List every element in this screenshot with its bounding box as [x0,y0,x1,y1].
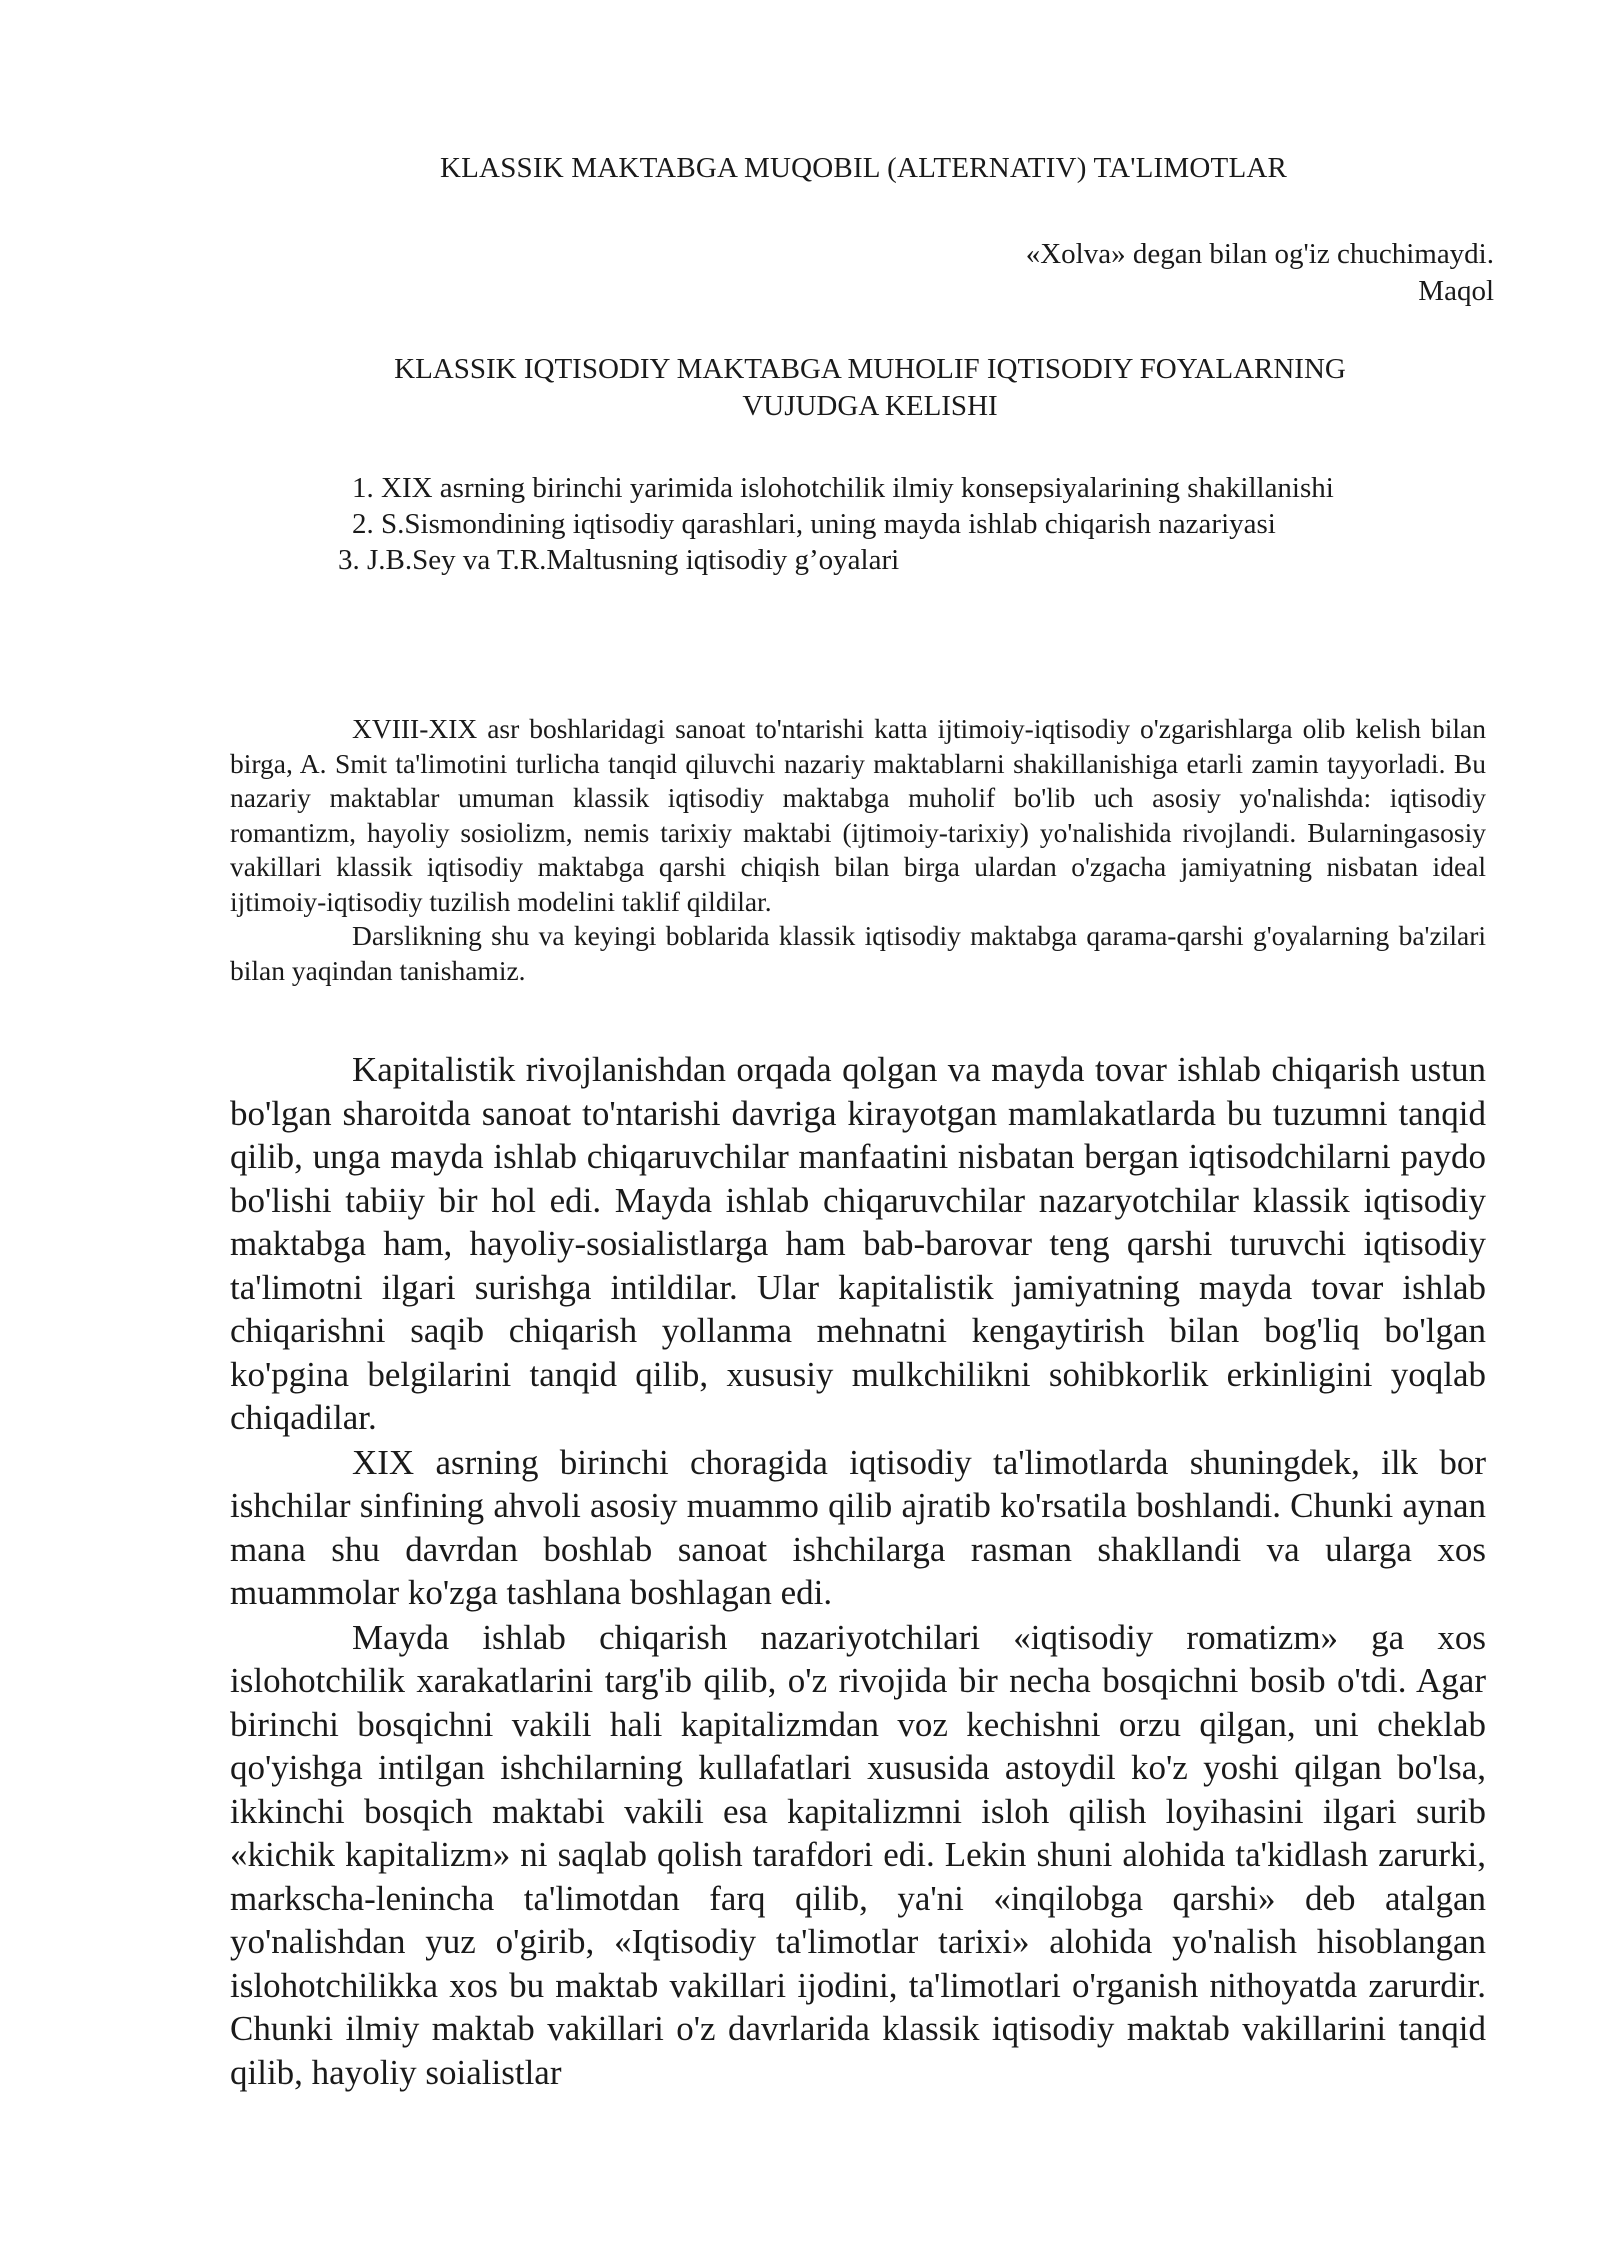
epigraph-quote: «Xolva» degan bilan og'iz chuchimaydi. [1025,238,1494,270]
body-paragraph: Kapitalistik rivojlanishdan orqada qolgan va mayda tovar ishlab chiqarish ustun bo'lgan sharoitda sanoat to'ntarishi davriga kirayotgan mamlakatlarda bu tuzumni tanqid qilib, unga mayda ishlab chiqaruvchilar manfaatini nisbatan bergan iqtisodchilarni paydo bo'lishi tabiiy bir hol edi. Mayda ishlab chiqaruvchilar nazaryotchilar klassik iqtisodiy maktabga ham, hayoliy-sosialistlarga ham bab-barovar teng qarshi turuvchi iqtisodiy ta'limotni ilgari surishga intildilar. Ular kapitalistik jamiyatning mayda tovar ishlab chiqarishni saqib chiqarish yollanma mehnatni kengaytirish bilan bog'liq bo'lgan ko'pgina belgilarini tanqid qilib, xususiy mulkchilikni sohibkorlik erkinligini yoqlab chiqadilar. [230,1050,1486,1437]
topics-list [338,470,1334,578]
section-title [320,351,1420,425]
epigraph [1026,236,1494,310]
intro-text [230,712,1486,988]
topic-item: 2. S.Sismondining iqtisodiy qarashlari, uning mayda ishlab chiqarish nazariyasi [352,508,1276,540]
epigraph-source: Maqol [1418,275,1494,307]
intro-paragraph: XVIII-XIX asr boshlaridagi sanoat to'ntarishi katta ijtimoiy-iqtisodiy o'zgarishlarga olib kelish bilan birga, A. Smit ta'limotini turlicha tanqid qiluvchi nazariy maktablarni shakillanishiga etarli zamin tayyorladi. Bu nazariy maktablar umuman klassik iqtisodiy maktabga muholif bo'lib uch asosiy yo'nalishda: iqtisodiy romantizm, hayoliy sosiolizm, nemis tarixiy maktabi (ijtimoiy-tarixiy) yo'nalishida rivojlandi. Bularningasosiy vakillari klassik iqtisodiy maktabga qarshi chiqish bilan birga ulardan o'zgacha jamiyatning nisbatan ideal ijtimoiy-iqtisodiy tuzilish modelini taklif qildilar. [230,713,1486,917]
body-paragraph: Mayda ishlab chiqarish nazariyotchilari «iqtisodiy romatizm» ga xos islohotchilik xarakatlarini targ'ib qilib, o'z rivojida bir necha bosqichni bosib o'tdi. Agar birinchi bosqichni vakili hali kapitalizmdan voz kechishni orzu qilgan, uni cheklab qo'yishga intilgan ishchilarning kullafatlari xususida astoydil ko'z yoshi qilgan bo'lsa, ikkinchi bosqich maktabi vakili esa kapitalizmni isloh qilish loyihasini ilgari surib «kichik kapitalizm» ni saqlab qolish tarafdori edi. Lekin shuni alohida ta'kidlash zarurki, markscha-lenincha ta'limotdan farq qilib, ya'ni «inqilobga qarshi» deb atalgan yo'nalishdan yuz o'girib, «Iqtisodiy ta'limotlar tarixi» alohida yo'nalish hisoblangan islohotchilikka xos bu maktab vakillari ijodini, ta'limotlari o'rganish nithoyatda zarurdir. Chunki ilmiy maktab vakillari o'z davrlarida klassik iqtisodiy maktab vakillarini tanqid qilib, hayoliy soialistlar [230,1617,1486,2092]
section-title-line-2: VUJUDGA KELISHI [742,390,998,422]
intro-paragraph: Darslikning shu va keyingi boblarida klassik iqtisodiy maktabga qarama-qarshi g'oyalarning ba'zilari bilan yaqindan tanishamiz. [230,920,1486,986]
body-paragraph: XIX asrning birinchi choragida iqtisodiy ta'limotlarda shuningdek, ilk bor ishchilar sinfining ahvoli asosiy muammo qilib ajratib ko'rsatila boshlandi. Chunki aynan mana shu davrdan boshlab sanoat ishchilarga rasman shakllandi va ularga xos muammolar ko'zga tashlana boshlagan edi. [230,1442,1486,1612]
main-title: KLASSIK MAKTABGA MUQOBIL (ALTERNATIV) TA'LIMOTLAR [440,152,1288,184]
topic-item: 3. J.B.Sey va T.R.Maltusning iqtisodiy g’oyalari [338,544,900,576]
body-text [230,1048,1486,2095]
section-title-line-1: KLASSIK IQTISODIY MAKTABGA MUHOLIF IQTISODIY FOYALARNING [394,353,1346,385]
topic-item: 1. XIX asrning birinchi yarimida islohotchilik ilmiy konsepsiyalarining shakillanishi [352,472,1334,504]
